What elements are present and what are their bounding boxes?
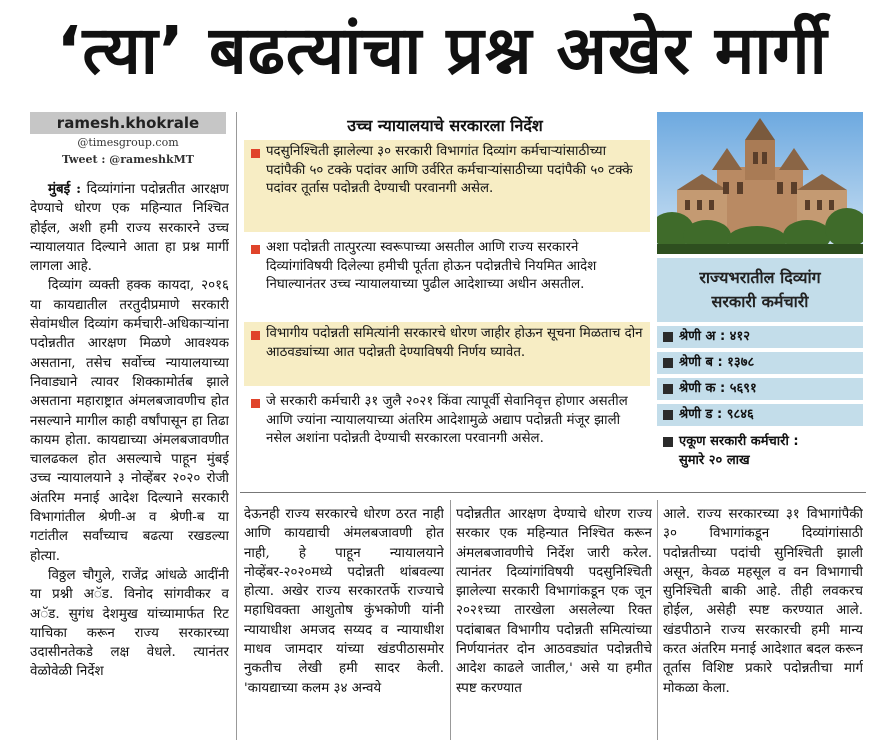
headline: ‘त्या’ बढत्यांचा प्रश्न अखेर मार्गी	[56, 12, 828, 89]
stat-square-icon	[663, 358, 673, 368]
box-bullet-2	[244, 236, 650, 320]
stats-heading-line1: राज्यभरातील दिव्यांग	[699, 268, 821, 287]
box-bullet-1	[244, 140, 650, 232]
high-court-illustration	[657, 112, 863, 254]
stat-total-line1: एकूण सरकारी कर्मचारी :	[679, 434, 799, 449]
column-divider	[236, 112, 237, 740]
section-divider	[240, 492, 866, 493]
column-divider	[450, 500, 451, 740]
dateline: मुंबई :	[48, 181, 82, 197]
bullet-square-icon	[251, 245, 260, 254]
article-column-1	[30, 180, 229, 740]
stats-heading-line2: सरकारी कर्मचारी	[711, 292, 809, 311]
box-bullet-4	[244, 390, 650, 472]
article-column-4-text: आले. राज्य सरकारच्या ३१ विभागांपैकी ३० विभागांकडून दिव्यांगांसाठी पदोन्नतीच्या पदांची सुनिश्चिती झाली असून, केवळ महसूल व वन विभागाची सुनिश्चिती बाकी आहे. तीही लवकरच होईल, असेही स्पष्ट करण्यात आले. खंडपीठाने राज्य सरकारची हमी मान्य करत अंतरिम मनाई आदेशात बदल करून तूर्तास विशिष्ट प्रकारे पदोन्नतीचा मार्ग मोकळा केला.	[663, 507, 863, 696]
stat-grade-c-text: श्रेणी क : ५६९१	[679, 381, 757, 396]
article-column-3	[456, 505, 652, 741]
stat-grade-a-text: श्रेणी अ : ४१२	[679, 329, 750, 344]
article-column-2	[244, 505, 444, 741]
stat-grade-b	[657, 352, 863, 374]
article-column-2-text: देऊनही राज्य सरकारचे धोरण ठरत नाही आणि कायद्याची अंमलबजावणी होत नाही, हे पाहून न्यायालयाने नोव्हेंबर-२०२०मध्ये पदोन्नती थांबवल्या होत्या. अखेर राज्य सरकारतर्फे राज्याचे महाधिवक्ता आशुतोष कुंभकोणी यांनी न्यायाधीश अमजद सय्यद व न्यायाधीश माधव जामदार यांच्या खंडपीठासमोर नुकतीच लेखी हमी सादर केली. 'कायद्याच्या कलम ३४ अन्वये	[244, 507, 444, 696]
high-court-photo	[657, 112, 863, 254]
article-para-2: दिव्यांग व्यक्ती हक्क कायदा, २०१६ या कायद्यातील तरतुदीप्रमाणे सरकारी सेवांमधील दिव्यांग कर्मचारी-अधिकाऱ्यांना पदोन्नतीत आरक्षण मिळणे आवश्यक असताना, तसेच सर्वोच्च न्यायालयाच्या निवाड्याने त्यावर शिक्कामोर्तब झाले असताना महाराष्ट्रात अंमलबजावणीच होत नसल्याने मागील काही वर्षांपासून हा तिढा कायम होता. कायद्याच्या अंमलबजावणीत चालढकल होत असल्याचे पाहून मुंबई उच्च न्यायालयाने ३ नोव्हेंबर २०२० रोजी अंतरिम मनाई आदेश दिल्याने सरकारी विभागांतील श्रेणी-अ व श्रेणी-ब या गटांतील सर्वांच्याच बढत्या रखडल्या होत्या.	[30, 278, 229, 564]
article-para-1-text: दिव्यांगांना पदोन्नतीत आरक्षण देण्याचे धोरण एक महिन्यात निश्चित होईल, अशी हमी राज्य सरकारने उच्च न्यायालयात दिल्याने आता हा प्रश्न मार्गी लागला आहे.	[30, 182, 229, 275]
byline-email: @timesgroup.com	[77, 136, 179, 149]
bullet-square-icon	[251, 399, 260, 408]
article-para-1	[30, 180, 229, 276]
stat-square-icon	[663, 332, 673, 342]
stat-square-icon	[663, 437, 673, 447]
box-bullet-1-text: पदसुनिश्चिती झालेल्या ३० सरकारी विभागांत दिव्यांग कर्मचाऱ्यांसाठीच्या पदांपैकी ५० टक्के पदांवर आणि उर्वरित कर्मचाऱ्यांसाठीच्या पदांपैकी ५० टक्के पदांवर तूर्तास पदोन्नती देण्याची परवानगी असेल.	[266, 144, 633, 197]
stat-grade-c	[657, 378, 863, 400]
article-column-4	[663, 505, 863, 741]
stat-square-icon	[663, 384, 673, 394]
box-bullet-3-text: विभागीय पदोन्नती समित्यांनी सरकारचे धोरण जाहीर होऊन सूचना मिळताच दोन आठवड्यांच्या आत पदोन्नती देण्याविषयी निर्णय घ्यावेत.	[266, 326, 643, 360]
box-bullet-2-text: अशा पदोन्नती तात्पुरत्या स्वरूपाच्या असतील आणि राज्य सरकारने दिव्यांगांविषयी दिलेल्या हमीची पूर्तता होऊन पदोन्नतीचे नियमित आदेश निघाल्यानंतर उच्च न्यायालयाच्या पुढील आदेशाच्या अधीन असतील.	[266, 240, 597, 293]
stat-grade-d-text: श्रेणी ड : ९८४६	[679, 407, 754, 422]
stat-grade-d	[657, 404, 863, 426]
byline-name: ramesh.khokrale	[30, 112, 226, 134]
article-column-3-text: पदोन्नतीत आरक्षण देण्याचे धोरण राज्य सरकार एक महिन्यात निश्चित करून अंमलबजावणीचे निर्देश जारी करेल. त्यानंतर दिव्यांगांविषयी पदसुनिश्चिती झालेल्या सरकारी विभागांकडून एक जून २०२१च्या तारखेला असलेल्या रिक्त पदांबाबत विभागीय पदोन्नती समित्यांच्या निर्णयानंतर दोन आठवड्यांत पदोन्नतीचे आदेश काढले जातील,' असे या हमीत स्पष्ट करण्यात	[456, 507, 652, 696]
stat-total-line2: सुमारे २० लाख	[679, 453, 750, 468]
column-divider	[657, 500, 658, 740]
stat-total	[657, 432, 867, 470]
stat-square-icon	[663, 410, 673, 420]
stat-grade-a	[657, 326, 863, 348]
stats-heading	[657, 258, 863, 322]
byline-tweet: Tweet : @rameshkMT	[62, 153, 194, 166]
article-para-3: विठ्ठल चौगुले, राजेंद्र आंधळे आदींनी या प्रश्नी अॅड. विनोद सांगवीकर व अॅड. सुगंध देशमुख यांच्यामार्फत रिट याचिका करून राज्य सरकारच्या उदासीनतेकडे लक्ष वेधले. त्यानंतर वेळोवेळी निर्देश	[30, 567, 229, 680]
box-bullet-3	[244, 322, 650, 386]
bullet-square-icon	[251, 149, 260, 158]
box-title: उच्च न्यायालयाचे सरकारला निर्देश	[347, 116, 543, 135]
bullet-square-icon	[251, 331, 260, 340]
stat-grade-b-text: श्रेणी ब : १३७८	[679, 355, 755, 370]
box-bullet-4-text: जे सरकारी कर्मचारी ३१ जुलै २०२१ किंवा त्यापूर्वी सेवानिवृत्त होणार असतील आणि ज्यांना न्यायालयाच्या अंतरिम आदेशामुळे अद्याप पदोन्नती मंजूर झाली नसेल अशांना पदोन्नती देण्याची सरकारला परवानगी असेल.	[266, 394, 628, 447]
